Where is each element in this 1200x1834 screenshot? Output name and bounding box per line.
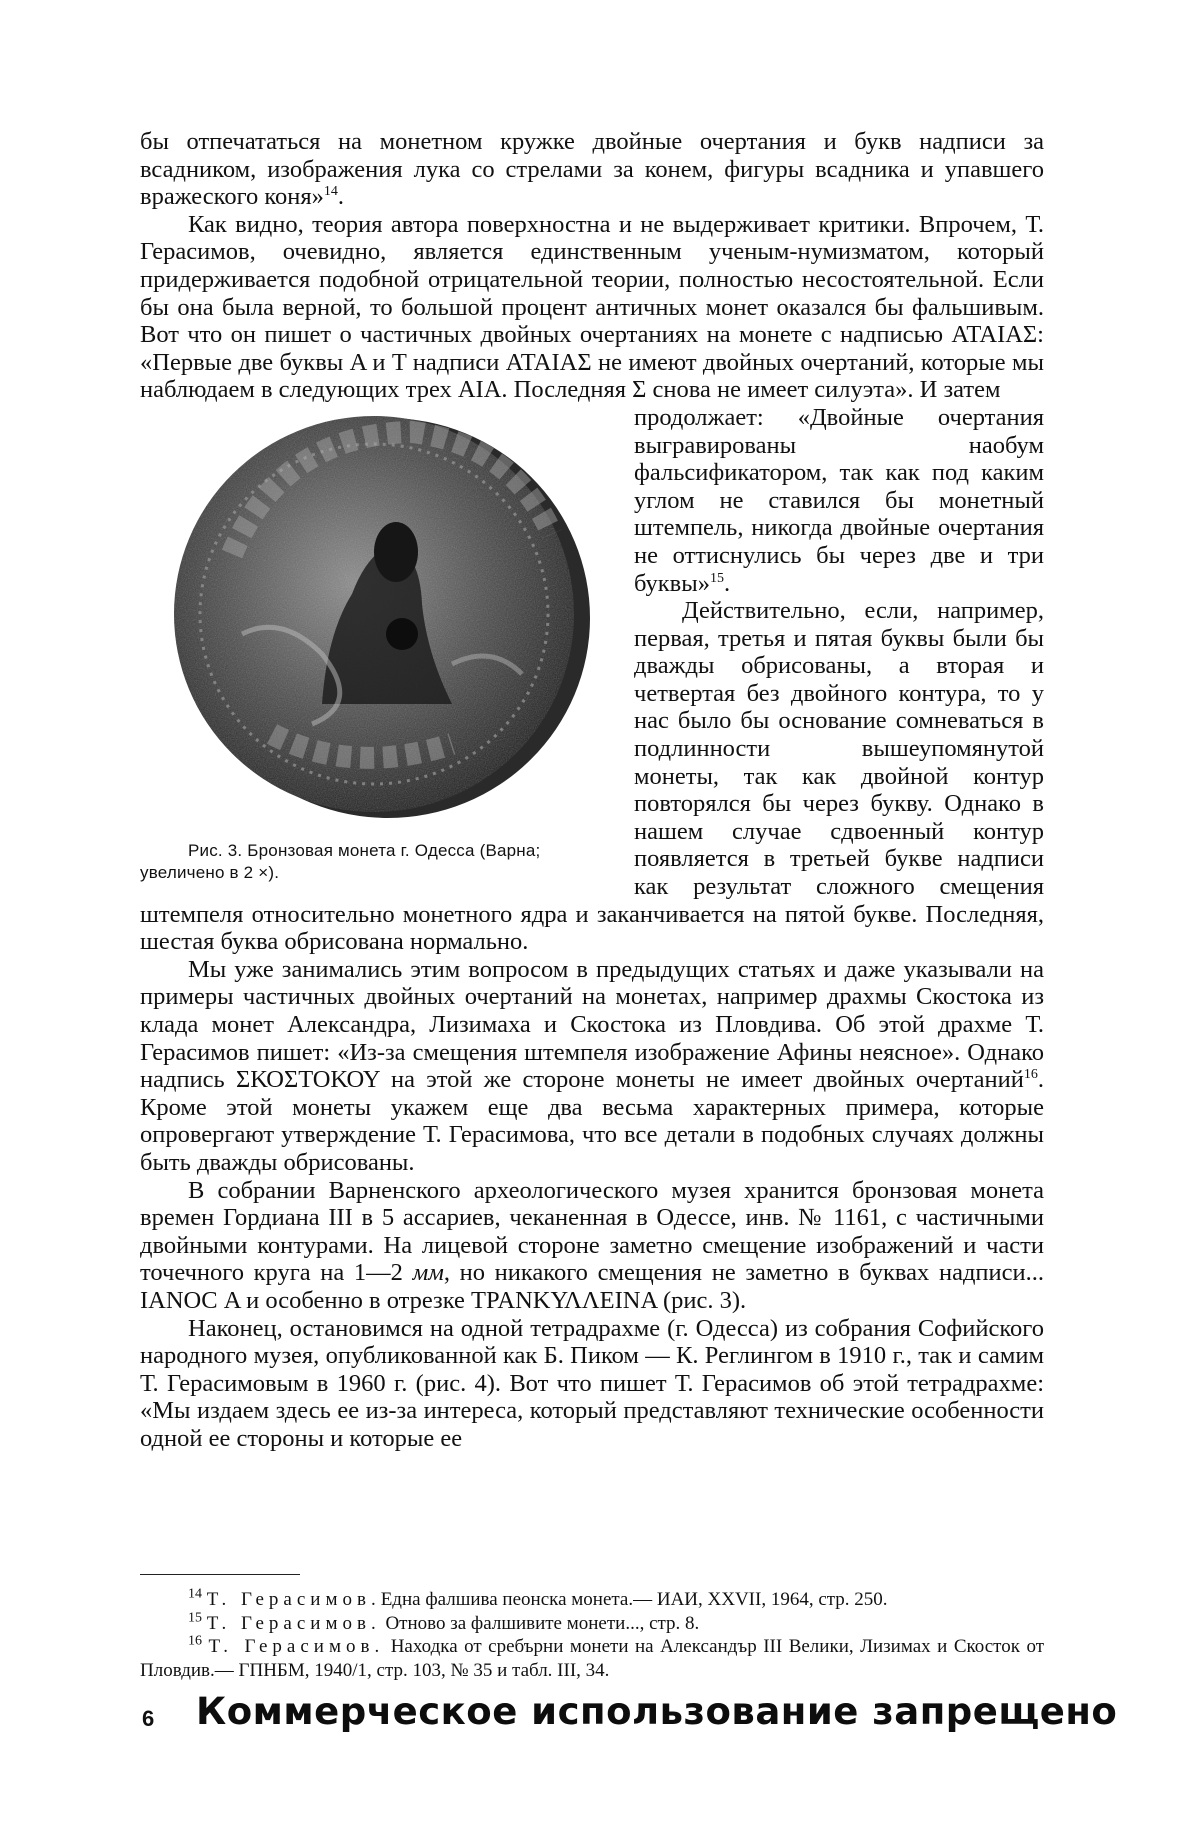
coin-photo <box>152 404 592 836</box>
footnote-15: $^{15}$ Т. Герасимов. Отново за фалшивите монети..., стр. 8. <box>188 1610 700 1634</box>
coin-image <box>140 404 604 836</box>
page-body <box>140 128 1044 1453</box>
paragraph-3: Мы уже занимались этим вопросом в предыдущих статьях и даже указывали на примеры частичных двойных очертаний на монетах, например драхмы Скостока из клада монет Александра, Лизимаха и Скостока из Пловдива. Об этой драхме Т. Герасимов пишет: «Из-за смещения штемпеля изображение Афины неясное». Однако надпись ΣΚΟΣΤΟΚΟΥ на этой же стороне монеты не имеет двойных очертаний$^{16}$. Кроме этой монеты укажем еще два весьма характерных примера, которые опровергают утверждение Т. Герасимова, что все детали в подобных случаях должны быть дважды обрисованы. <box>140 955 1044 1176</box>
page-number: 6 <box>142 1706 155 1731</box>
figure-caption: Рис. 3. Бронзовая монета г. Одесса (Варна; увеличено в 2 ×). <box>140 840 541 882</box>
footnote-ref-14[interactable]: 14 <box>323 184 338 200</box>
watermark-text: Коммерческое использование запрещено <box>196 1690 1118 1733</box>
footnotes <box>140 1588 1044 1682</box>
footnote-rule <box>140 1574 300 1575</box>
paragraph-1: бы отпечататься на монетном кружке двойные очертания и букв надписи за всадником, изображения лука со стрелами за конем, фигуры всадника и упавшего вражеского коня»$^{14}$. <box>140 128 1044 211</box>
figure-3 <box>140 404 604 884</box>
footnote-ref-16[interactable]: 16 <box>1023 1067 1038 1083</box>
paragraph-5: Наконец, остановимся на одной тетрадрахме (г. Одесса) из собрания Софийского народного музея, опубликованной как Б. Пиком — К. Реглингом в 1910 г., так и самим Т. Герасимовым в 1960 г. (рис. 4). Вот что пишет Т. Герасимов об этой тетрадрахме: «Мы издаем здесь ее из-за интереса, который представляют технические особенности одной ее стороны и которые ее <box>140 1314 1044 1452</box>
paragraph-2: Как видно, теория автора поверхностна и не выдерживает критики. Впрочем, Т. Герасимов, очевидно, является единственным ученым-нумизматом, который придерживается подобной отрицательной теории, полностью несостоятельной. Если бы она была верной, то большой процент античных монет оказался бы фальшивым. Вот что он пишет о частичных двойных очертаниях на монете с надписью ΑΤΑΙΑΣ: «Первые две буквы Α и Τ надписи ΑΤΑΙΑΣ не имеют двойных очертаний, которые мы наблюдаем в следующих трех ΑΙΑ. Последняя Σ снова не имеет силуэта». И затем Рис. 3. Бронзовая монета г. Одесса (Варна; увеличено в 2 ×). продолжает: «Двойные очертания выгравированы наобум фальсификатором, так как под каким углом не ставился бы монетный штемпель, никогда двойные очертания не оттиснулись бы через две и три буквы»$^{15}$. <box>140 210 1044 882</box>
paragraph-4: В собрании Варненского археологического музея хранится бронзовая монета времен Гордиана III в 5 ассариев, чеканенная в Одессе, инв. № 1161, с частичными двойными контурами. На лицевой стороне заметно смещение изображений и части точечного круга на 1—2 мм, но никакого смещения не заметно в буквах надписи... ΙΑΝΟC Α и особенно в отрезке ΤΡΑΝΚΥΛΛΕΙΝΑ (рис. 3). <box>140 1176 1044 1314</box>
footnote-16: $^{16}$ Т. Герасимов. Находка от сребърни монети на Александър III Велики, Лизимах и Скосток от Пловдив.— ГПНБМ, 1940/1, стр. 103, № 35 и табл. III, 34. <box>140 1633 1045 1681</box>
paragraph-2b: Действительно, если, например, первая, третья и пятая буквы были бы дважды обрисованы, а вторая и четвертая без двойного контура, то у нас было бы основание сомневаться в подлинности вышеупомянутой монеты, так как двойной контур повторялся бы через букву. Однако в нашем случае сдвоенный контур появляется в третьей букве надписи как результат сложного смещения штемпеля относительно монетного ядра и заканчивается на пятой букве. Последняя, шестая буква обрисована нормально. <box>140 597 1044 956</box>
unit-mm: мм <box>412 1259 444 1287</box>
footnote-14: $^{14}$ Т. Герасимов.Една фалшива пеонска монета.— ИАИ, XXVII, 1964, стр. 250. <box>188 1586 888 1610</box>
footnote-ref-15[interactable]: 15 <box>709 570 724 586</box>
